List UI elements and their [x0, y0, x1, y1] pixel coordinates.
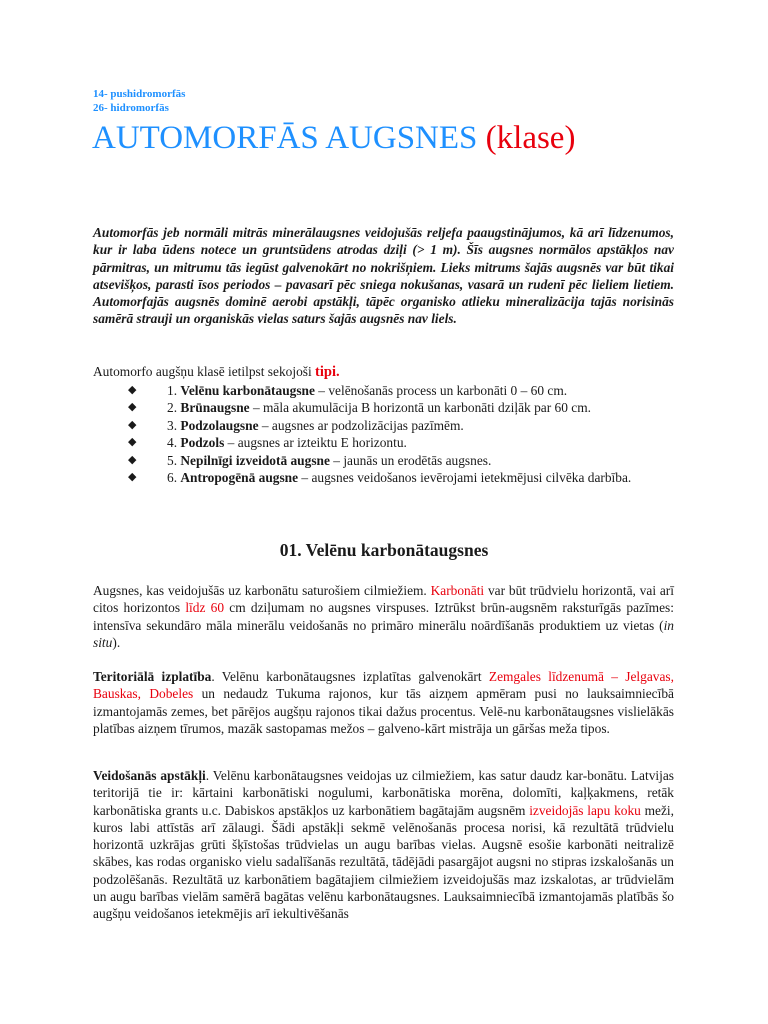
- text-run: meži, kuros labi attīstās arī zālaugi. Šādi apstākļi sekmē velēnošanās procesa norisi, kā rezultātā trūdvielu horizontā uzkrājas grūti šķīstošas trūdvielas un augu barības vielas. Augsnē esošie karbonāti neitralizē skābes, kas rodas organisko vielu sadalīšanās rezultātā, tādējādi pasargājot augsni no stipras izskalošanās un podzolēšanās. Rezultātā uz karbonātiem bagātajiem cilmiežiem izveidojušās maz izskalotas, ar trūdvielām un augu barības vielām samērā bagātas velēnu karbonātaugsnes. Lauksaimniecībā izmantojamās platībās šo augšņu veidošanos ietekmējis arī iekultivēšanās: [93, 802, 674, 922]
- list-item: [128, 417, 688, 434]
- type-name: Velēnu karbonātaugsne: [180, 383, 315, 398]
- note-line: 14- pushidromorfās: [93, 88, 186, 100]
- type-name: Brūnaugsne: [180, 400, 250, 416]
- diamond-bullet-icon: ◆: [128, 471, 137, 484]
- page-title: [92, 116, 575, 160]
- type-num: 4.: [167, 435, 181, 451]
- paragraph-lead: Teritoriālā izplatība: [93, 669, 212, 684]
- intro-paragraph: Automorfās jeb normāli mitrās minerālaugsnes veidojušās reljefa paaugstinājumos, kā arī līdzenumos, kur ir laba ūdens notece un gruntsūdens atrodas dziļi (> 1 m). Šīs augsnes normālos apstākļos nav pārmitras, un mitrumu tās iegūst galvenokārt no nokrišņiem. Lieks mitrums šajās augsnēs var būt tikai atsevišķos, parasti īsos periodos – pavasarī pēc sniega nokušanas, vasarā un rudenī pēc lieliem lietiem. Automorfajās augsnēs dominē aerobi apstākļi, tāpēc organisko atlieku mineralizācija tajās norisinās samērā strauji un organiskās vielas saturs šajās augsnēs nav liels.: [93, 225, 674, 327]
- highlight-text: izveidojās lapu koku: [529, 802, 641, 818]
- header-notes: [93, 87, 185, 115]
- diamond-bullet-icon: ◆: [128, 453, 137, 466]
- type-num: 2.: [167, 400, 181, 416]
- text-run: cm dziļumam no augsnes virspuses. Iztrūkst brūn-augsnēm raksturīgās pazīmes: intensīva sekundāro māla minerālu veidošanās no primāro minerālu noārdīšanās produktiem uz vietas (: [93, 600, 674, 633]
- type-name: Podzolaugsne: [180, 417, 259, 433]
- list-item: [128, 469, 688, 486]
- type-num: 6.: [167, 470, 181, 486]
- text-run: un nedaudz Tukuma rajonos, kur tās aizņem apmēram pusi no lauksaimniecībā izmantojamās zemes, bet pārējos augšņu rajonos tikai dažus procentus. Velē-nu karbonātaugsnes vislielākās platības aizņem tīrumos, mazāk sastopamas mežos – galveno-kārt mistrāja un gāršas meža tipos.: [93, 686, 674, 736]
- diamond-bullet-icon: ◆: [128, 384, 137, 396]
- text-run: . Velēnu karbonātaugsnes veidojas uz cilmiežiem, kas satur daudz kar-bonātu. Latvijas teritorijā tie ir: kārtaini karbonātiski nogulumi, karbonātiska morēna, dolomīti, kaļķakmens, retāk karbonātiska grants u.c. Dabiskos apstākļos uz karbonātiem bagātajām augsnēm: [93, 768, 674, 818]
- note-line: 26- hidromorfās: [93, 102, 169, 114]
- highlight-text: Karbonāti: [430, 583, 485, 598]
- diamond-bullet-icon: ◆: [128, 436, 137, 449]
- text-run: . Velēnu karbonātaugsnes izplatītas galvenokārt: [211, 669, 489, 684]
- text-run: ).: [112, 634, 121, 650]
- title-klase: (klase): [485, 120, 576, 156]
- highlight-text: līdz 60: [185, 600, 225, 616]
- diamond-bullet-icon: ◆: [128, 418, 137, 431]
- paragraph-distribution: [93, 668, 674, 737]
- list-item: [128, 399, 688, 416]
- paragraph-lead: Veidošanās apstākļi: [93, 768, 206, 783]
- title-main: AUTOMORFĀS AUGSNES: [92, 120, 478, 156]
- section-heading: 01. Velēnu karbonātaugsnes: [279, 540, 489, 560]
- type-num: 3.: [167, 417, 181, 433]
- type-name: Nepilnīgi izveidotā augsne: [180, 452, 330, 468]
- type-desc: – māla akumulācija B horizontā un karbonāti dziļāk par 60 cm.: [249, 400, 591, 416]
- list-item: [128, 382, 688, 399]
- italic-text: in situ: [93, 617, 674, 650]
- type-desc: – augsnes ar izteiktu E horizontu.: [224, 435, 407, 451]
- type-name: Podzols: [180, 435, 225, 451]
- text-run: Augsnes, kas veidojušās uz karbonātu saturošiem cilmiežiem.: [93, 583, 431, 598]
- type-desc: – jaunās un erodētās augsnes.: [329, 452, 492, 468]
- types-lead: [93, 363, 340, 381]
- lead-tipi: tipi.: [315, 364, 340, 380]
- type-name: Antropogēnā augsne: [180, 470, 299, 486]
- paragraph-formation: [93, 767, 674, 923]
- list-item: [128, 434, 688, 451]
- lead-text: Automorfo augšņu klasē ietilpst sekojoši: [93, 364, 316, 379]
- list-item: [128, 452, 688, 469]
- diamond-bullet-icon: ◆: [128, 401, 137, 414]
- highlight-text: Zemgales līdzenumā – Jelgavas, Bauskas, Dobeles: [93, 669, 674, 702]
- type-num: 1.: [167, 383, 181, 398]
- type-desc: – velēnošanās process un karbonāti 0 – 60 cm.: [314, 383, 568, 398]
- types-list: [128, 382, 688, 486]
- paragraph-definition: [93, 582, 674, 651]
- type-num: 5.: [167, 452, 181, 468]
- type-desc: – augsnes veidošanos ievērojami ietekmējusi cilvēka darbība.: [298, 470, 632, 486]
- type-desc: – augsnes ar podzolizācijas pazīmēm.: [258, 417, 464, 433]
- text-run: var būt trūdvielu horizontā, vai arī citos horizontos: [93, 583, 674, 616]
